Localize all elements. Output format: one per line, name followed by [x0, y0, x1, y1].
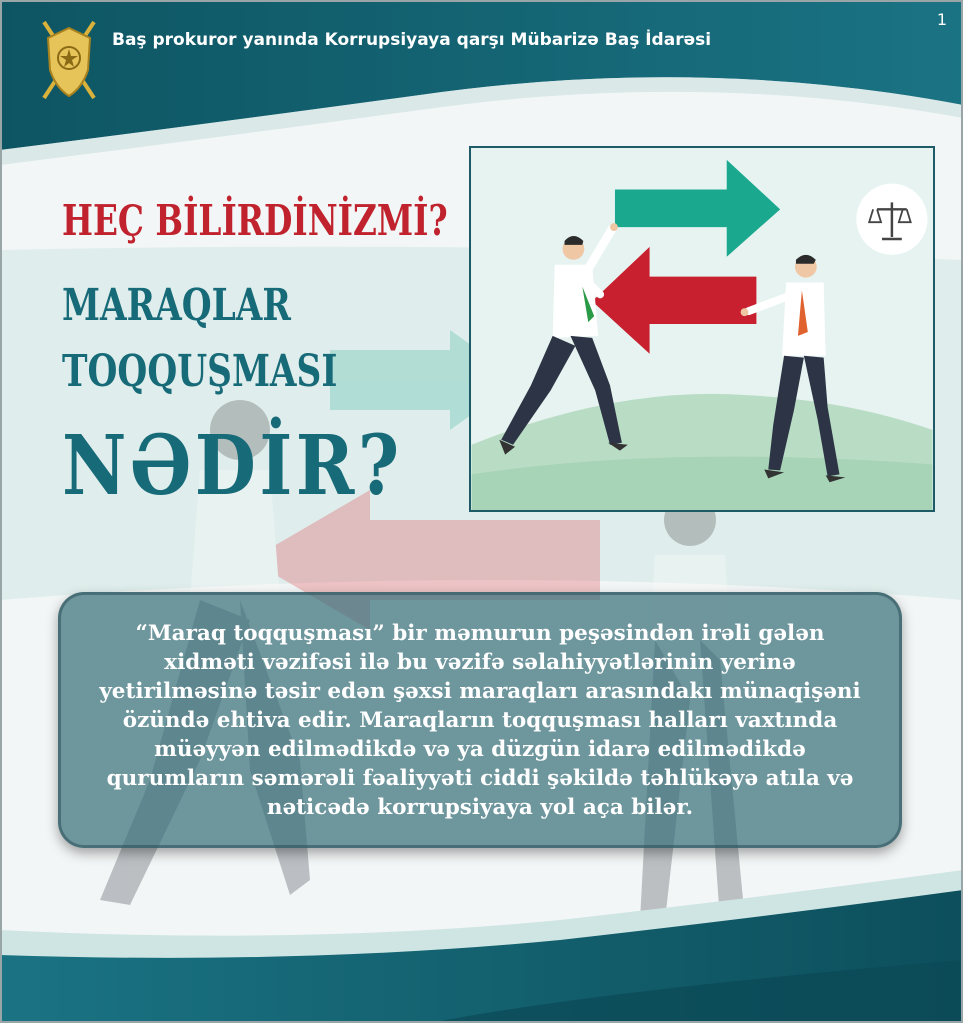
definition-text-box [58, 592, 902, 848]
headline-line-maraqlar: MARAQLAR [62, 280, 291, 331]
headline-question: HEÇ BİLİRDİNİZMİ? [62, 196, 448, 245]
conflict-of-interest-illustration [469, 146, 935, 512]
tug-of-arrows-illustration-icon [471, 148, 933, 510]
headline-line-nedir: NƏDİR? [62, 418, 403, 514]
prosecutor-shield-emblem-icon [38, 18, 100, 104]
page-number: 1 [936, 10, 947, 29]
scales-of-justice-icon [856, 184, 927, 255]
definition-text: “Maraq toqquşması” bir məmurun peşəsindən irəli gələn xidməti vəzifəsi ilə bu vəzifə səlahiyyətlərinin yerinə yetirilməsinə təsir edən şəxsi maraqları arasındakı münaqişəni özündə ehtiva edir. Maraqların toqquşması halları vaxtında müəyyən edilmədikdə və ya düzgün idarə edilmədikdə qurumların səmərəli fəaliyyəti ciddi şəkildə təhlükəyə atıla və nəticədə korrupsiyaya yol aça bilər. [99, 620, 861, 820]
header-title: Baş prokuror yanında Korrupsiyaya qarşı Mübarizə Baş İdarəsi [112, 30, 712, 50]
headline-line-toqqusmasi: TOQQUŞMASI [62, 346, 338, 397]
